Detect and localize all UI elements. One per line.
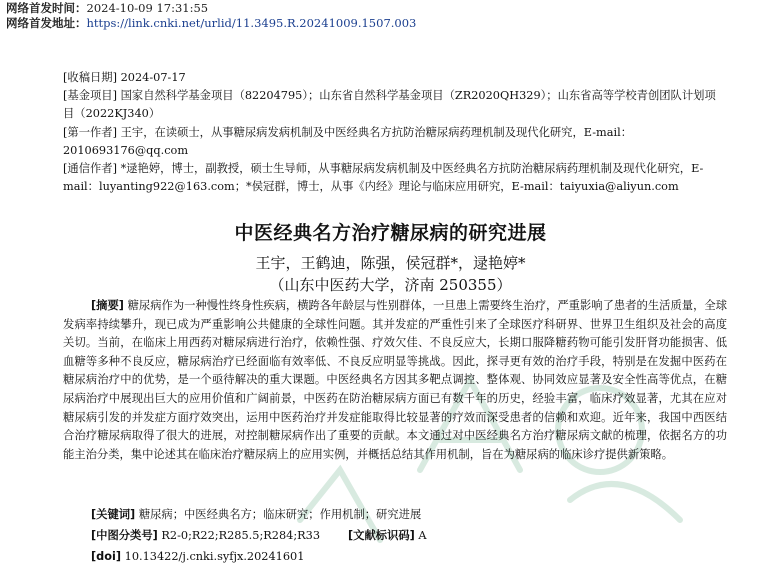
online-url-link[interactable]: https://link.cnki.net/urlid/11.3495.R.20241009.1507.003 (86, 16, 417, 30)
online-publish-url (6, 16, 416, 30)
online-publish-time (6, 1, 208, 15)
doi-line (91, 549, 304, 565)
keywords-label: [关键词] (91, 508, 136, 521)
doi-value[interactable]: 10.13422/j.cnki.syfjx.20241601 (124, 550, 305, 563)
doc-code-label: [文献标识码] (348, 529, 415, 542)
paper-title: 中医经典名方治疗糖尿病的研究进展 (234, 222, 547, 244)
online-url-label: 网络首发地址： (6, 16, 87, 30)
corresponding-author-info: [通信作者] *逯艳婷，博士，副教授，硕士生导师，从事糖尿病发病机制及中医经典名方抗防治糖尿病药理机制及现代化研究，E-mail：luyanting922@163.com；*侯冠群，博士，从事《内经》理论与临床应用研究，E-mail：taiyuxia@aliyun.com (63, 162, 704, 194)
abstract-label: [摘要] (91, 299, 124, 312)
clc-label: [中图分类号] (91, 529, 158, 542)
received-date: [收稿日期] 2024-07-17 (63, 71, 186, 84)
clc-value: R2-0;R22;R285.5;R284;R33 (161, 529, 321, 542)
affiliation: （山东中医药大学，济南 250355） (269, 276, 512, 294)
keywords-text: 糖尿病；中医经典名方；临床研究；作用机制；研究进展 (138, 508, 422, 521)
article-metadata (63, 69, 727, 196)
author-list: 王宇，王鹤迪，陈强，侯冠群*，逯艳婷* (255, 254, 526, 272)
classification-line (91, 528, 427, 544)
funding-info: [基金项目] 国家自然科学基金项目（82204795）；山东省自然科学基金项目（ZR2020QH329）；山东省高等学校青创团队计划项目（2022KJ340） (63, 89, 716, 121)
doi-label: [doi] (91, 550, 122, 563)
first-author-info: [第一作者] 王宇，在读硕士，从事糖尿病发病机制及中医经典名方抗防治糖尿病药理机制及现代化研究，E-mail：2010693176@qq.com (63, 125, 633, 157)
online-time-value: 2024-10-09 17:31:55 (86, 1, 209, 15)
keywords-line (91, 507, 421, 523)
online-time-label: 网络首发时间： (6, 1, 87, 15)
abstract-section (63, 297, 727, 464)
doc-code-value: A (418, 529, 427, 542)
abstract-text: 糖尿病作为一种慢性终身性疾病，横跨各年龄层与性别群体，一旦患上需要终生治疗，严重影响了患者的生活质量，全球发病率持续攀升，现已成为严重影响公共健康的全球性问题。其并发症的严重性引来了全球医疗科研界、世界卫生组织及社会的高度关切。当前，在临床上用西药对糖尿病进行治疗，依赖性强、疗效欠佳、不良反应大，长期口服降糖药物可能引发肝肾功能损害、低血糖等多种不良反应，糖尿病治疗已经面临有效率低、不良反应明显等挑战。因此，探寻更有效的治疗手段，特别是在发掘中医药在糖尿病治疗中的优势，是一个亟待解决的重大课题。中医经典名方因其多靶点调控、整体观、协同效应显著及安全性高等优点，在糖尿病治疗中展现出巨大的应用价值和广阔前景，中医药在防治糖尿病方面已有数千年的历史，经验丰富，临床疗效显著，尤其在应对糖尿病引发的并发症方面疗效突出，运用中医药治疗并发症能取得比较显著的疗效而深受患者的信赖和欢迎。近年来，我国中西医结合治疗糖尿病取得了很大的进展，对控制糖尿病作出了重要的贡献。本文通过对中医经典名方治疗糖尿病文献的梳理，依据名方的功能主治分类，集中论述其在临床治疗糖尿病上的应用实例，并概括总结其作用机制，旨在为糖尿病的临床诊疗提供新策略。 (63, 299, 728, 461)
